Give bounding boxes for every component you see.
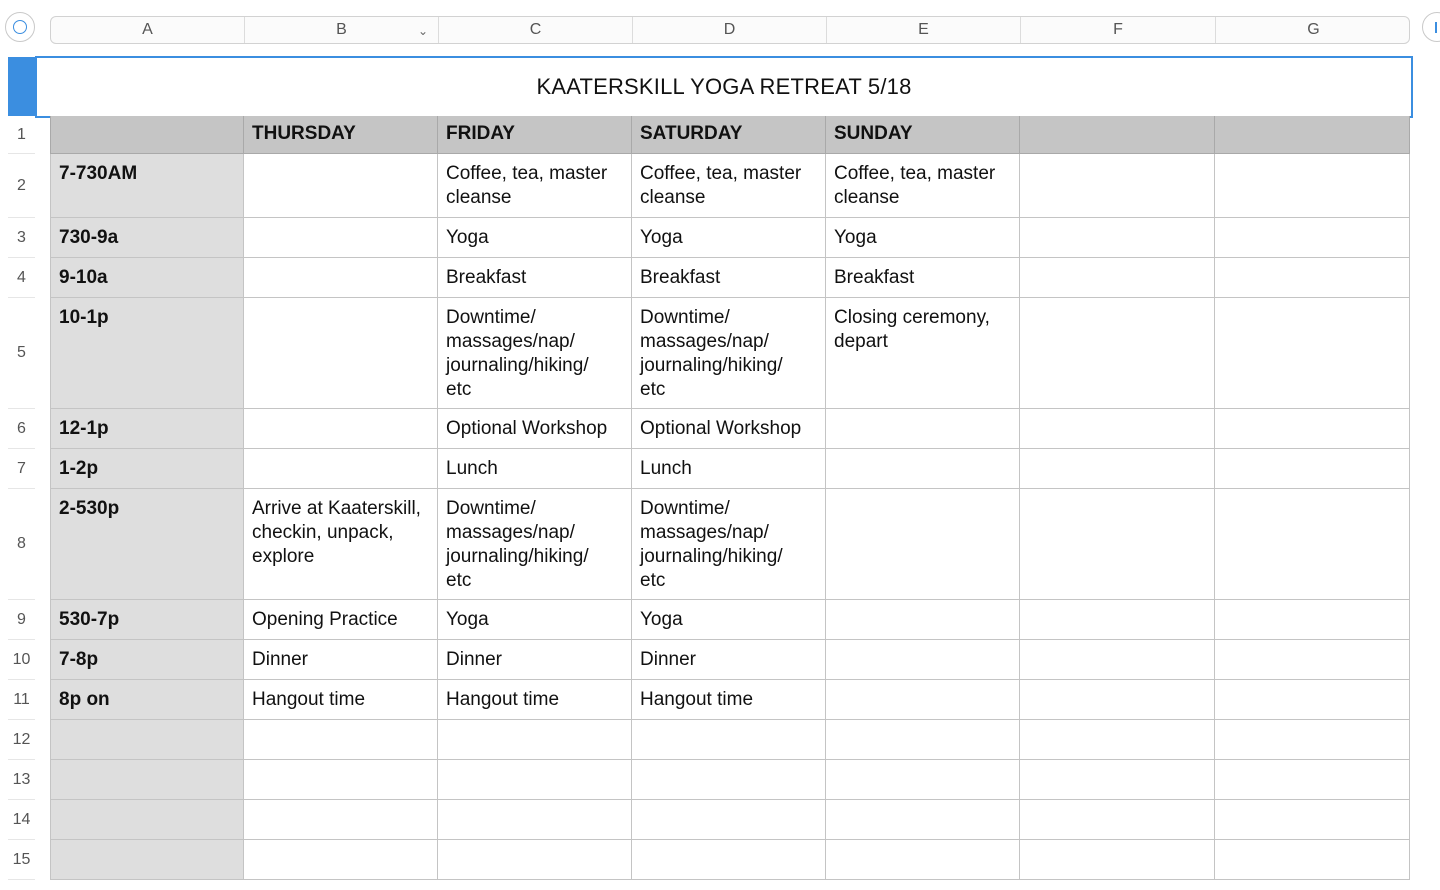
- schedule-cell[interactable]: [1215, 720, 1410, 760]
- header-cell[interactable]: [1020, 116, 1215, 154]
- schedule-cell[interactable]: [1215, 258, 1410, 298]
- schedule-cell[interactable]: [244, 258, 438, 298]
- schedule-cell[interactable]: Hangout time: [632, 680, 826, 720]
- column-header-b[interactable]: [245, 17, 439, 43]
- table-row: [50, 409, 1410, 449]
- schedule-cell[interactable]: [1020, 258, 1215, 298]
- schedule-cell[interactable]: Hangout time: [244, 680, 438, 720]
- time-slot-cell[interactable]: [50, 720, 244, 760]
- row-number[interactable]: 10: [8, 640, 35, 680]
- header-cell[interactable]: THURSDAY: [244, 116, 438, 154]
- schedule-cell[interactable]: Dinner: [244, 640, 438, 680]
- time-slot-cell[interactable]: [50, 760, 244, 800]
- chevron-down-icon[interactable]: ⌄: [417, 24, 428, 38]
- schedule-cell[interactable]: [1215, 218, 1410, 258]
- schedule-cell[interactable]: Dinner: [438, 640, 632, 680]
- title-selection-handle[interactable]: [8, 57, 35, 116]
- row-number[interactable]: 13: [8, 760, 35, 800]
- schedule-cell[interactable]: Yoga: [632, 218, 826, 258]
- schedule-cell[interactable]: [1020, 680, 1215, 720]
- schedule-cell[interactable]: [1215, 298, 1410, 409]
- schedule-cell[interactable]: [1020, 298, 1215, 409]
- schedule-cell[interactable]: [438, 720, 632, 760]
- table-row: [50, 218, 1410, 258]
- column-header-e[interactable]: [827, 17, 1021, 43]
- schedule-cell[interactable]: Opening Practice: [244, 600, 438, 640]
- schedule-cell[interactable]: [438, 760, 632, 800]
- schedule-cell[interactable]: [826, 640, 1020, 680]
- time-slot-cell[interactable]: 9-10a: [50, 258, 244, 298]
- table-row: [50, 489, 1410, 600]
- column-header-g[interactable]: [1216, 17, 1410, 43]
- schedule-cell[interactable]: [1215, 154, 1410, 218]
- row-number[interactable]: 11: [8, 680, 35, 720]
- schedule-cell[interactable]: [244, 800, 438, 840]
- schedule-cell[interactable]: [1215, 409, 1410, 449]
- table-row: [50, 449, 1410, 489]
- column-header-label: G: [1307, 21, 1320, 38]
- schedule-cell[interactable]: [244, 840, 438, 880]
- schedule-cell[interactable]: [244, 298, 438, 409]
- schedule-cell[interactable]: Breakfast: [438, 258, 632, 298]
- table-row: [50, 298, 1410, 409]
- schedule-cell[interactable]: [1020, 800, 1215, 840]
- schedule-cell[interactable]: [244, 154, 438, 218]
- column-header-a[interactable]: [51, 17, 245, 43]
- schedule-cell[interactable]: [1215, 800, 1410, 840]
- column-header-label: E: [918, 21, 929, 38]
- schedule-cell[interactable]: [826, 840, 1020, 880]
- schedule-cell[interactable]: [438, 840, 632, 880]
- schedule-cell[interactable]: Coffee, tea, master cleanse: [438, 154, 632, 218]
- schedule-cell[interactable]: Optional Workshop: [632, 409, 826, 449]
- column-header-label: F: [1113, 21, 1123, 38]
- column-header-label: B: [336, 21, 347, 38]
- schedule-cell[interactable]: [826, 800, 1020, 840]
- schedule-cell[interactable]: [632, 720, 826, 760]
- handle-bar-icon: [1435, 22, 1437, 33]
- schedule-cell[interactable]: [826, 720, 1020, 760]
- header-cell[interactable]: FRIDAY: [438, 116, 632, 154]
- column-header-bar: [50, 16, 1410, 44]
- schedule-cell[interactable]: Optional Workshop: [438, 409, 632, 449]
- time-slot-cell[interactable]: [50, 840, 244, 880]
- schedule-cell[interactable]: [244, 720, 438, 760]
- column-header-c[interactable]: [439, 17, 633, 43]
- schedule-cell[interactable]: [1020, 154, 1215, 218]
- table-row: [50, 640, 1410, 680]
- row-number[interactable]: 1: [8, 116, 35, 154]
- table-title[interactable]: [35, 56, 1413, 118]
- column-header-label: A: [142, 21, 153, 38]
- schedule-cell[interactable]: Downtime/ massages/nap/ journaling/hiking/ etc: [438, 489, 632, 600]
- schedule-cell[interactable]: [826, 600, 1020, 640]
- schedule-cell[interactable]: [1215, 449, 1410, 489]
- schedule-cell[interactable]: [244, 760, 438, 800]
- schedule-cell[interactable]: [438, 800, 632, 840]
- schedule-cell[interactable]: [1020, 600, 1215, 640]
- time-slot-cell[interactable]: 730-9a: [50, 218, 244, 258]
- schedule-cell[interactable]: [826, 760, 1020, 800]
- header-cell[interactable]: [50, 116, 244, 154]
- row-number[interactable]: 3: [8, 218, 35, 258]
- circle-icon: [13, 20, 27, 34]
- column-header-label: C: [529, 21, 542, 38]
- schedule-cell[interactable]: Arrive at Kaaterskill, checkin, unpack, explore: [244, 489, 438, 600]
- time-slot-cell[interactable]: 1-2p: [50, 449, 244, 489]
- column-header-label: D: [723, 21, 736, 38]
- schedule-cell[interactable]: Yoga: [826, 218, 1020, 258]
- schedule-cell[interactable]: Downtime/ massages/nap/ journaling/hiking/ etc: [632, 489, 826, 600]
- schedule-cell[interactable]: [826, 409, 1020, 449]
- schedule-cell[interactable]: Coffee, tea, master cleanse: [826, 154, 1020, 218]
- row-number[interactable]: 14: [8, 800, 35, 840]
- column-header-d[interactable]: [633, 17, 827, 43]
- row-number[interactable]: 8: [8, 489, 35, 600]
- schedule-cell[interactable]: [632, 760, 826, 800]
- schedule-cell[interactable]: Yoga: [632, 600, 826, 640]
- table-row: [50, 720, 1410, 760]
- schedule-cell[interactable]: [1020, 640, 1215, 680]
- row-number[interactable]: 9: [8, 600, 35, 640]
- schedule-cell[interactable]: Breakfast: [826, 258, 1020, 298]
- row-number[interactable]: 4: [8, 258, 35, 298]
- schedule-cell[interactable]: [826, 449, 1020, 489]
- header-cell[interactable]: SATURDAY: [632, 116, 826, 154]
- time-slot-cell[interactable]: 530-7p: [50, 600, 244, 640]
- table-row: [50, 760, 1410, 800]
- row-number[interactable]: 12: [8, 720, 35, 760]
- schedule-cell[interactable]: [1020, 218, 1215, 258]
- row-number[interactable]: 5: [8, 298, 35, 409]
- schedule-cell[interactable]: Lunch: [438, 449, 632, 489]
- table-row: [50, 800, 1410, 840]
- table-title-text: KAATERSKILL YOGA RETREAT 5/18: [536, 74, 912, 99]
- table-row: [50, 680, 1410, 720]
- time-slot-cell[interactable]: 7-730AM: [50, 154, 244, 218]
- schedule-cell[interactable]: [1020, 840, 1215, 880]
- time-slot-cell[interactable]: 7-8p: [50, 640, 244, 680]
- schedule-cell[interactable]: [1020, 760, 1215, 800]
- schedule-cell[interactable]: Lunch: [632, 449, 826, 489]
- table-row: [50, 840, 1410, 880]
- time-slot-cell[interactable]: [50, 800, 244, 840]
- time-slot-cell[interactable]: 2-530p: [50, 489, 244, 600]
- schedule-cell[interactable]: [1020, 449, 1215, 489]
- table-row: [50, 258, 1410, 298]
- table-row: [50, 154, 1410, 218]
- time-slot-cell[interactable]: 10-1p: [50, 298, 244, 409]
- column-header-f[interactable]: [1021, 17, 1216, 43]
- schedule-cell[interactable]: [1215, 760, 1410, 800]
- schedule-cell[interactable]: Downtime/ massages/nap/ journaling/hiking/ etc: [438, 298, 632, 409]
- schedule-cell[interactable]: Yoga: [438, 218, 632, 258]
- row-number[interactable]: 7: [8, 449, 35, 489]
- schedule-cell[interactable]: Hangout time: [438, 680, 632, 720]
- schedule-cell[interactable]: Downtime/ massages/nap/ journaling/hiking/ etc: [632, 298, 826, 409]
- schedule-cell[interactable]: [1215, 600, 1410, 640]
- schedule-cell[interactable]: [632, 800, 826, 840]
- schedule-cell[interactable]: Coffee, tea, master cleanse: [632, 154, 826, 218]
- schedule-cell[interactable]: [1215, 680, 1410, 720]
- schedule-cell[interactable]: Closing ceremony, depart: [826, 298, 1020, 409]
- row-number[interactable]: 6: [8, 409, 35, 449]
- schedule-cell[interactable]: Breakfast: [632, 258, 826, 298]
- schedule-cell[interactable]: [1215, 489, 1410, 600]
- schedule-cell[interactable]: [244, 409, 438, 449]
- header-cell[interactable]: SUNDAY: [826, 116, 1020, 154]
- schedule-cell[interactable]: Dinner: [632, 640, 826, 680]
- schedule-cell[interactable]: [1020, 720, 1215, 760]
- time-slot-cell[interactable]: 12-1p: [50, 409, 244, 449]
- schedule-cell[interactable]: [632, 840, 826, 880]
- scroll-handle[interactable]: [1422, 12, 1440, 42]
- select-all-handle[interactable]: [5, 12, 35, 42]
- schedule-cell[interactable]: [826, 489, 1020, 600]
- schedule-cell[interactable]: [1215, 640, 1410, 680]
- schedule-cell[interactable]: [826, 680, 1020, 720]
- table-row: [50, 600, 1410, 640]
- time-slot-cell[interactable]: 8p on: [50, 680, 244, 720]
- schedule-cell[interactable]: [244, 218, 438, 258]
- row-number[interactable]: 15: [8, 840, 35, 880]
- schedule-cell[interactable]: [1020, 409, 1215, 449]
- row-number[interactable]: 2: [8, 154, 35, 218]
- schedule-cell[interactable]: [1020, 489, 1215, 600]
- header-cell[interactable]: [1215, 116, 1410, 154]
- schedule-cell[interactable]: [1215, 840, 1410, 880]
- schedule-cell[interactable]: Yoga: [438, 600, 632, 640]
- header-row: [50, 116, 1410, 154]
- schedule-cell[interactable]: [244, 449, 438, 489]
